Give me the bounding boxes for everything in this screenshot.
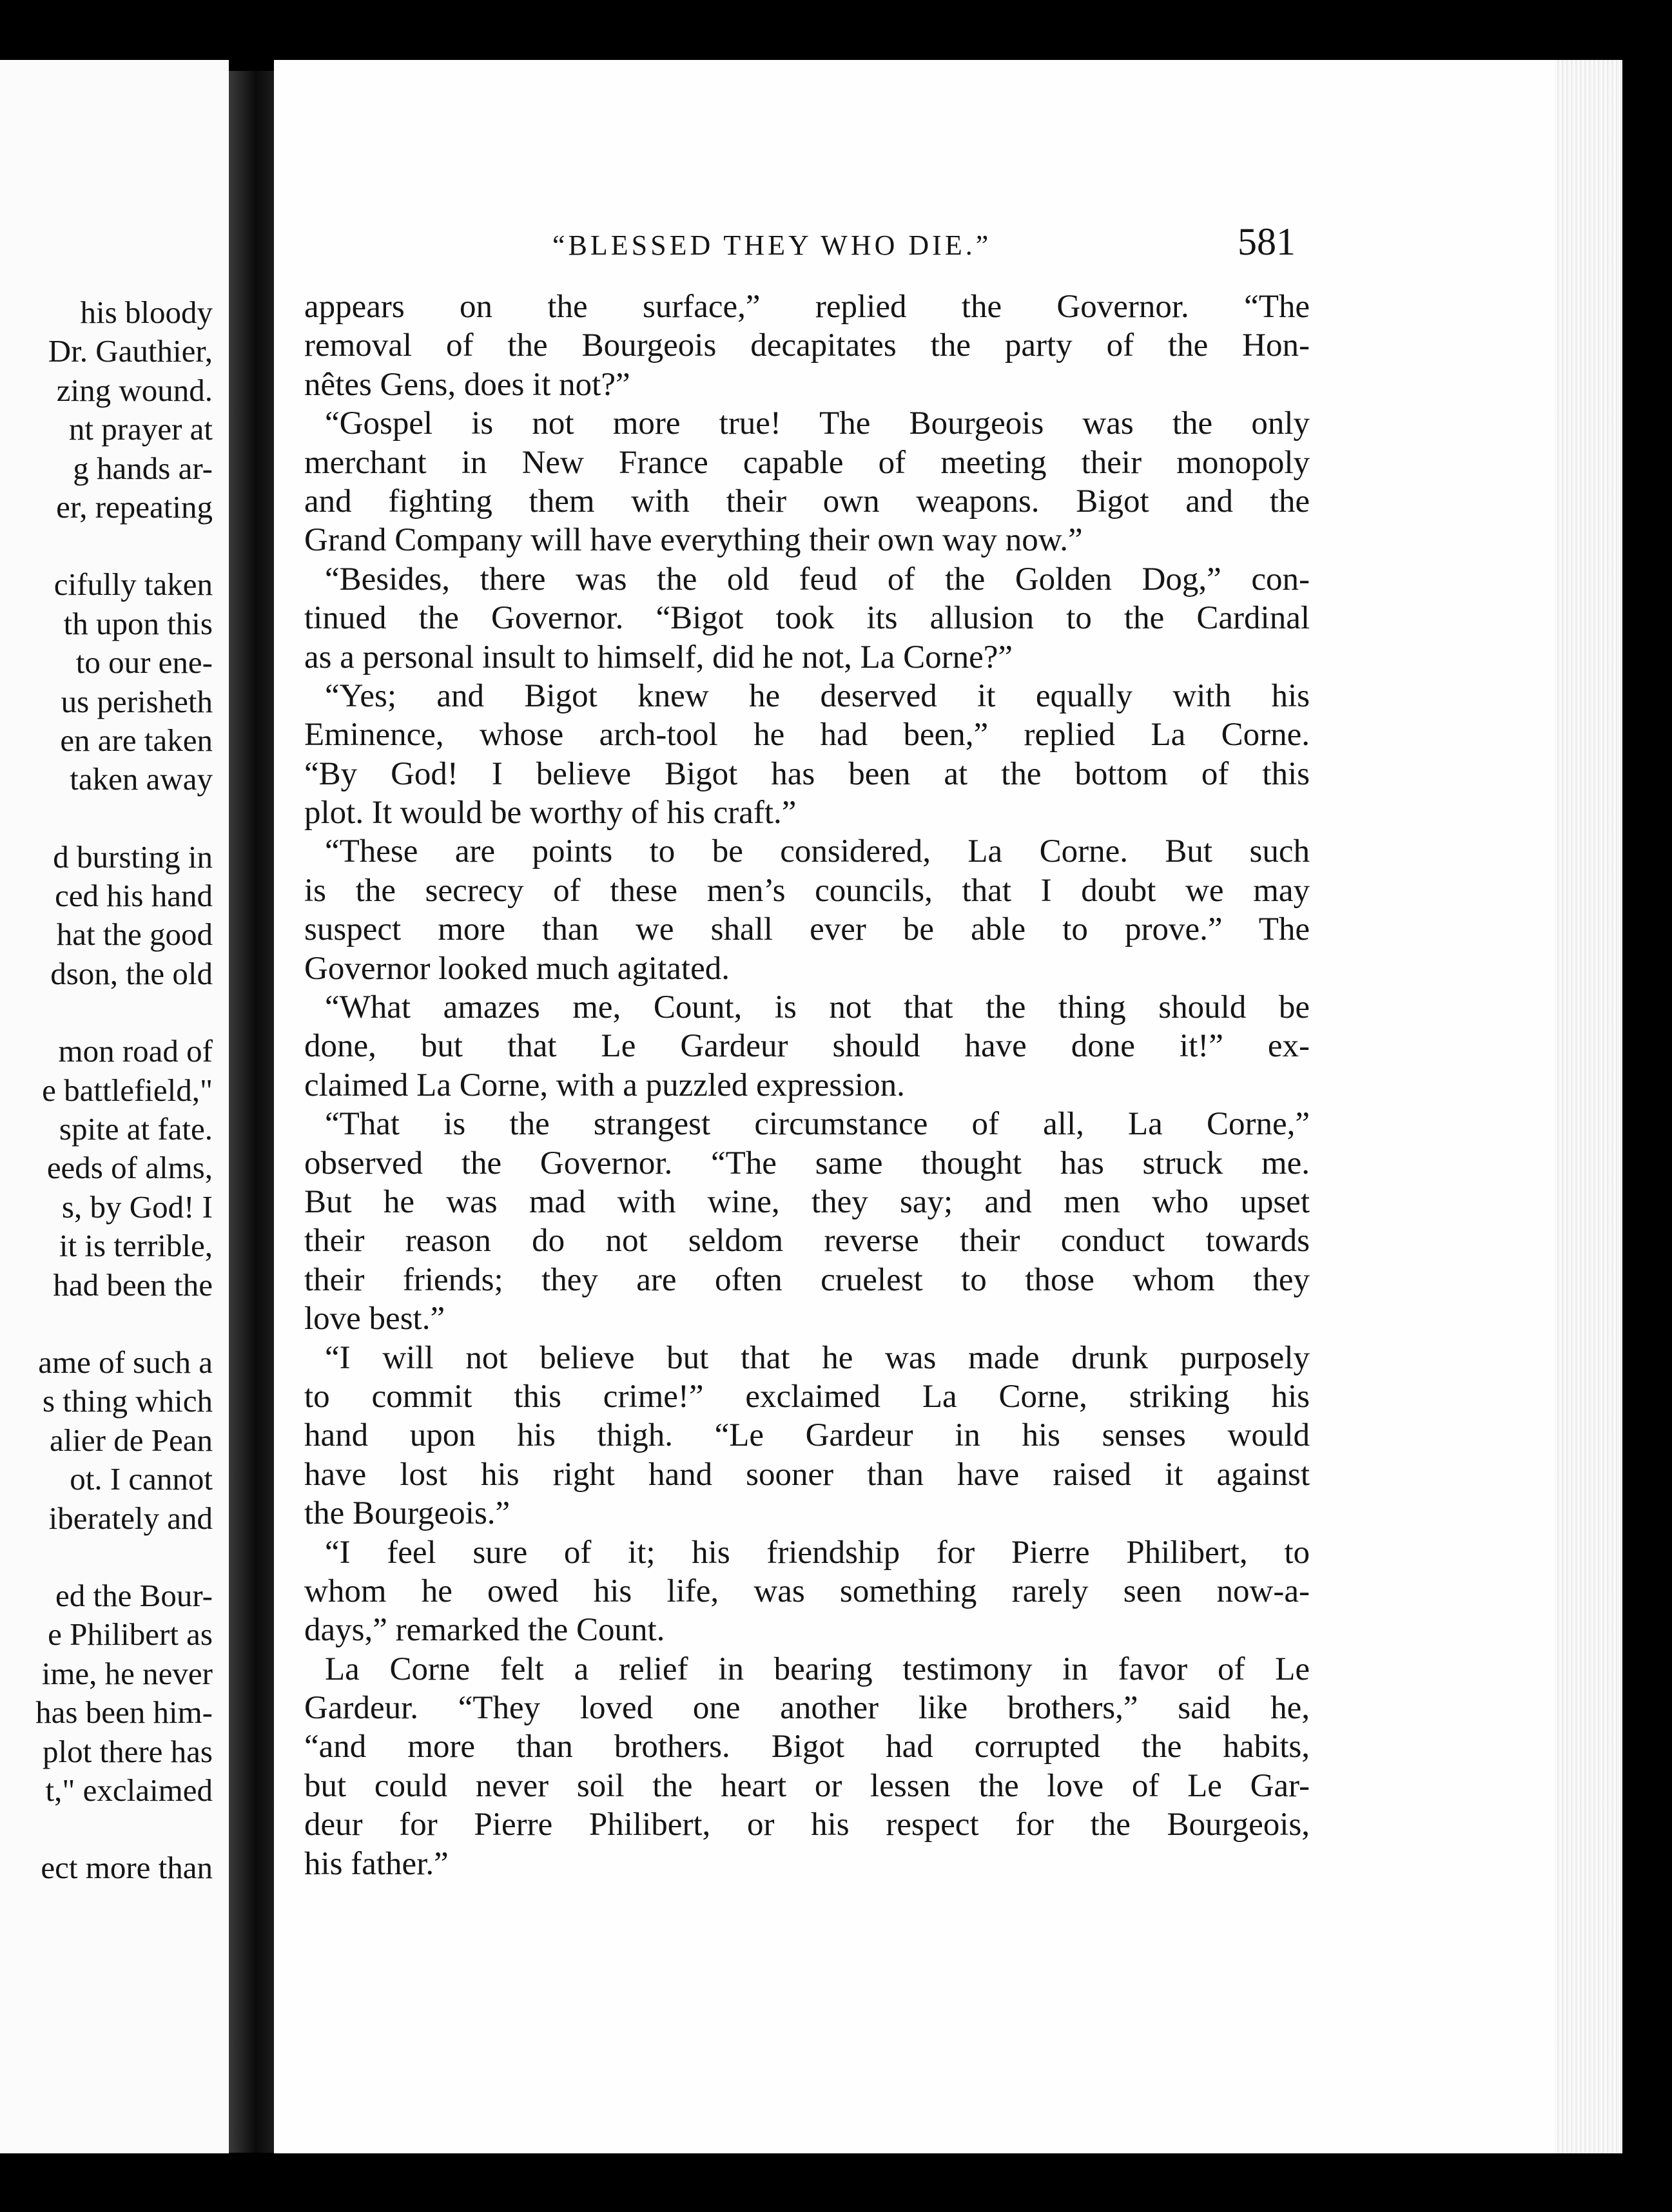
text-line: “What amazes me, Count, is not that the thing should be: [325, 989, 1310, 1026]
right-page: [274, 60, 1562, 2153]
left-page-line: ot. I cannot: [70, 1461, 213, 1497]
text-line: “These are points to be considered, La Corne. But such: [325, 833, 1310, 870]
left-page-line: ect more than: [41, 1850, 213, 1886]
left-page-line: nt prayer at: [68, 411, 213, 447]
text-line: “Yes; and Bigot knew he deserved it equally with his: [325, 677, 1310, 714]
page-edge-shadow: [1622, 60, 1672, 2153]
left-page-line: t," exclaimed: [45, 1772, 213, 1808]
text-line: deur for Pierre Philibert, or his respect for the Bourgeois,: [304, 1807, 1310, 1843]
text-line: Gardeur. “They loved one another like brothers,” said he,: [304, 1690, 1310, 1727]
text-line: days,” remarked the Count.: [304, 1612, 665, 1649]
text-line: but could never soil the heart or lessen the love of Le Gar-: [304, 1767, 1310, 1804]
left-page-line: [0, 1305, 213, 1343]
text-line: love best.”: [304, 1301, 445, 1337]
book-gutter: [229, 71, 274, 2153]
left-page-line: th upon this: [63, 605, 213, 641]
text-line: “Besides, there was the old feud of the Golden Dog,” con-: [325, 561, 1310, 597]
left-page-line: had been the: [53, 1266, 213, 1303]
text-line: his father.”: [304, 1845, 449, 1882]
text-line: have lost his right hand sooner than have raised it against: [304, 1456, 1310, 1493]
text-line: Governor looked much agitated.: [304, 950, 730, 987]
text-line: done, but that Le Gardeur should have done it!” ex-: [304, 1028, 1310, 1065]
text-line: suspect more than we shall ever be able to prove.” The: [304, 911, 1310, 948]
left-page-line: his bloody: [80, 295, 213, 330]
body-text: [304, 287, 1310, 1883]
text-line: Grand Company will have everything their own way now.”: [304, 522, 1083, 559]
left-page-line: mon road of: [58, 1033, 213, 1069]
text-line: merchant in New France capable of meeting their monopoly: [304, 444, 1310, 481]
text-line: whom he owed his life, was something rarely seen now-a-: [304, 1573, 1310, 1609]
left-page-line: er, repeating: [56, 489, 213, 525]
text-line: to commit this crime!” exclaimed La Corne, striking his: [304, 1378, 1310, 1415]
left-page-line: ame of such a: [38, 1344, 213, 1380]
left-page-line: [0, 1538, 213, 1577]
text-line: But he was mad with wine, they say; and men who upset: [304, 1183, 1310, 1220]
text-line: appears on the surface,” replied the Governor. “The: [304, 289, 1310, 325]
left-page-line: taken away: [70, 761, 213, 797]
left-page-line: ced his hand: [55, 878, 213, 914]
text-line: the Bourgeois.”: [304, 1495, 510, 1532]
left-page: [0, 60, 229, 2153]
left-page-line: g hands ar-: [73, 450, 213, 486]
left-page-line: [0, 993, 213, 1032]
left-page-line: en are taken: [60, 722, 213, 758]
left-page-line: e battlefield,": [42, 1072, 213, 1108]
text-line: hand upon his thigh. “Le Gardeur in his senses would: [304, 1417, 1310, 1454]
page-number: 581: [1238, 220, 1296, 263]
text-line: removal of the Bourgeois decapitates the party of the Hon-: [304, 327, 1310, 364]
left-page-line: eeds of alms,: [46, 1150, 213, 1186]
page-edge: [1555, 60, 1622, 2153]
left-page-line: plot there has: [43, 1733, 213, 1769]
left-page-line: e Philibert as: [48, 1616, 213, 1653]
text-line: plot. It would be worthy of his craft.”: [304, 795, 797, 831]
text-line: is the secrecy of these men’s councils, that I doubt we may: [304, 872, 1310, 909]
left-page-line: iberately and: [48, 1500, 213, 1536]
left-page-line: d bursting in: [53, 839, 213, 875]
left-page-line: ed the Bour-: [55, 1577, 213, 1613]
text-line: and fighting them with their own weapons. Bigot and the: [304, 483, 1310, 519]
text-line: “By God! I believe Bigot has been at the bottom of this: [304, 755, 1310, 792]
left-page-line: s, by God! I: [61, 1188, 213, 1225]
left-page-line: hat the good: [56, 917, 213, 953]
left-page-line: it is terrible,: [59, 1228, 213, 1264]
left-page-line: cifully taken: [53, 567, 213, 603]
page-header: [274, 215, 1562, 279]
text-line: “That is the strangest circumstance of all, La Corne,”: [325, 1106, 1310, 1143]
left-page-text: [0, 293, 213, 1888]
text-line: their friends; they are often cruelest to those whom they: [304, 1261, 1310, 1298]
text-line: nêtes Gens, does it not?”: [304, 366, 630, 403]
left-page-line: has been him-: [35, 1694, 213, 1731]
left-page-line: [0, 527, 213, 565]
text-line: observed the Governor. “The same thought has struck me.: [304, 1145, 1310, 1181]
text-line: their reason do not seldom reverse their conduct towards: [304, 1223, 1310, 1259]
text-line: as a personal insult to himself, did he not, La Corne?”: [304, 639, 1013, 675]
left-page-line: ime, he never: [41, 1655, 213, 1691]
text-line: “and more than brothers. Bigot had corrupted the habits,: [304, 1729, 1310, 1765]
left-page-line: dson, the old: [50, 955, 213, 991]
left-page-line: Dr. Gauthier,: [48, 333, 213, 369]
text-line: claimed La Corne, with a puzzled expression.: [304, 1067, 905, 1103]
text-line: “I feel sure of it; his friendship for Pierre Philibert, to: [325, 1534, 1310, 1571]
left-page-line: to our ene-: [75, 645, 213, 681]
left-page-line: us perisheth: [61, 683, 213, 719]
left-page-line: alier de Pean: [49, 1422, 213, 1458]
running-head: “BLESSED THEY WHO DIE.”: [552, 229, 992, 261]
left-page-line: s thing which: [42, 1383, 213, 1419]
text-line: Eminence, whose arch-tool he had been,” replied La Corne.: [304, 717, 1310, 753]
text-line: tinued the Governor. “Bigot took its allusion to the Cardinal: [304, 600, 1310, 637]
left-page-line: [0, 799, 213, 838]
text-line: La Corne felt a relief in bearing testimony in favor of Le: [325, 1651, 1310, 1687]
left-page-line: zing wound.: [56, 372, 213, 408]
left-page-line: [0, 1810, 213, 1848]
text-line: “I will not believe but that he was made drunk purposely: [325, 1339, 1310, 1376]
left-page-line: spite at fate.: [59, 1111, 213, 1147]
text-line: “Gospel is not more true! The Bourgeois was the only: [325, 405, 1310, 442]
